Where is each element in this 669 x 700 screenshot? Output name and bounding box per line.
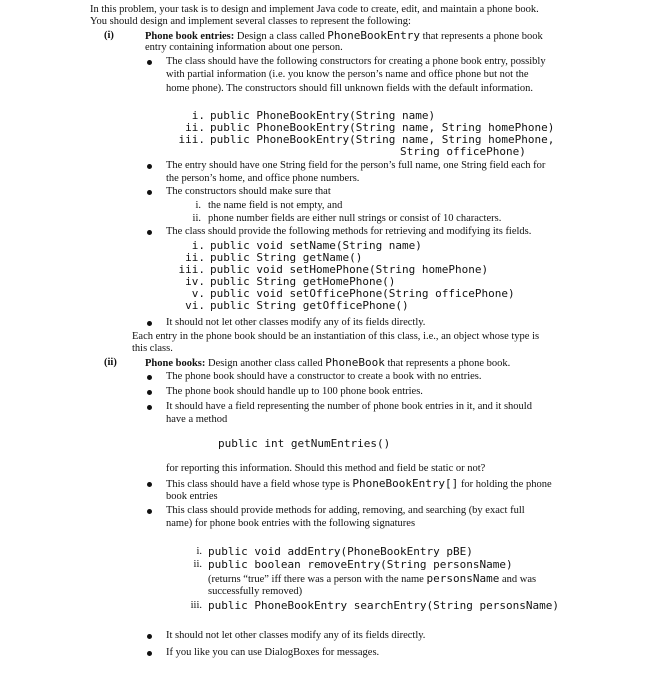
part2-bullet5-line1: This class should provide methods for adding, removing, and searching (by exact full [166,505,525,516]
part2-bullet3-line1: It should have a field representing the number of phone book entries in it, and it should [166,401,532,412]
part1-bullet5: It should not let other classes modify any of its fields directly. [166,317,426,328]
part2-bullet3-line2: have a method [166,414,228,425]
removeentry-note-line2: successfully removed) [208,586,303,597]
bullet-marker [147,190,152,195]
part1-desc-a: Design a class called [234,31,328,42]
part2-desc-b: that represents a phone book. [384,358,511,369]
bullet-marker [147,164,152,169]
signature-number: i. [196,546,202,557]
part1-bullet1-line3: home phone). The constructors should fill unknown fields with the default information. [166,83,533,94]
part2-bullet6: It should not let other classes modify any of its fields directly. [166,630,426,641]
report-line: for reporting this information. Should this method and field be static or not? [166,463,486,474]
searchentry-signature: public PhoneBookEntry searchEntry(String personsName) [208,599,559,612]
part2-bullet4-b: for holding the phone [458,479,552,490]
part1-closing-line2: this class. [132,343,173,354]
part2-bullet4-code: PhoneBookEntry[] [352,477,459,490]
constructor-signature: public PhoneBookEntry(String name) [210,109,436,122]
constraint-number: ii. [192,213,201,224]
method-signature: public void setName(String name) [210,239,422,252]
method-signature: public void setOfficePhone(String officePhone) [210,287,515,300]
bullet-marker [147,321,152,326]
part2-bullet7: If you like you can use DialogBoxes for messages. [166,647,380,658]
removeentry-note-a: (returns “true” iff there was a person with the name [208,574,427,585]
part2-bullet1: The phone book should have a constructor to create a book with no entries. [166,371,482,382]
part2-desc-a: Design another class called [205,358,326,369]
part2-bullet4 [166,478,552,491]
part2-bullet5-line2: name) for phone book entries with the following signatures [166,518,416,529]
bullet-marker [147,482,152,487]
part1-bullet2-line2: the person’s home, and office phone numbers. [166,173,360,184]
bullet-marker [147,230,152,235]
removeentry-note [208,573,536,586]
method-number: ii. [185,251,205,264]
part1-bullet2-line1: The entry should have one String field for the person’s full name, one String field each for [166,160,546,171]
constructor-number: i. [191,109,205,122]
addentry-signature: public void addEntry(PhoneBookEntry pBE) [208,545,473,558]
part1-marker: (i) [104,30,114,41]
part1-heading: Phone book entries: [145,31,235,42]
constructor-signature: public PhoneBookEntry(String name, String homePhone, [210,133,555,146]
part2-classname: PhoneBook [325,356,385,369]
constraint-text: phone number fields are either null strings or consist of 10 characters. [208,213,502,224]
bullet-marker [147,60,152,65]
part2-description [145,357,510,370]
constraint-number: i. [195,200,201,211]
part2-bullet2: The phone book should handle up to 100 phone book entries. [166,386,423,397]
part2-bullet4-line2: book entries [166,491,218,502]
bullet-marker [147,375,152,380]
signature-number: ii. [193,559,202,570]
part1-closing-line1: Each entry in the phone book should be an instantiation of this class, i.e., an object whose type is [132,331,540,342]
part2-heading: Phone books: [145,358,206,369]
method-number: vi. [185,299,205,312]
method-number: i. [191,239,205,252]
removeentry-note-code: personsName [426,572,500,585]
part1-classname: PhoneBookEntry [327,29,420,42]
method-signature: public String getHomePhone() [210,275,396,288]
removeentry-signature: public boolean removeEntry(String personsName) [208,558,513,571]
method-number: v. [191,287,205,300]
constructor-number: iii. [178,133,205,146]
part1-desc-b: that represents a phone book [419,31,543,42]
part2-bullet4-a: This class should have a field whose type is [166,479,353,490]
part2-marker: (ii) [104,357,117,368]
signature-number: iii. [190,600,202,611]
intro-line-2: You should design and implement several classes to represent the following: [90,16,411,27]
method-number: iii. [178,263,205,276]
intro-line-1: In this problem, your task is to design and implement Java code to create, edit, and maintain a phone book. [90,4,539,15]
constraint-text: the name field is not empty, and [208,200,343,211]
part1-bullet4: The class should provide the following methods for retrieving and modifying its fields. [166,226,532,237]
constructor-signature-continued: String officePhone) [400,145,526,158]
constructor-number: ii. [185,121,205,134]
constructor-signature: public PhoneBookEntry(String name, String homePhone) [210,121,555,134]
bullet-marker [147,509,152,514]
bullet-marker [147,405,152,410]
method-signature: public String getOfficePhone() [210,299,409,312]
removeentry-note-b: and was [499,574,537,585]
part1-bullet1-line1: The class should have the following constructors for creating a phone book entry, possibly [166,56,546,67]
bullet-marker [147,634,152,639]
method-signature: public void setHomePhone(String homePhone) [210,263,489,276]
part1-bullet3: The constructors should make sure that [166,186,331,197]
bullet-marker [147,651,152,656]
getnumentries-signature: public int getNumEntries() [218,437,391,450]
method-number: iv. [185,275,205,288]
bullet-marker [147,390,152,395]
part1-bullet1-line2: with partial information (i.e. you know the person’s name and office phone but not the [166,69,529,80]
method-signature: public String getName() [210,251,363,264]
part1-desc-line2: entry containing information about one person. [145,42,343,53]
